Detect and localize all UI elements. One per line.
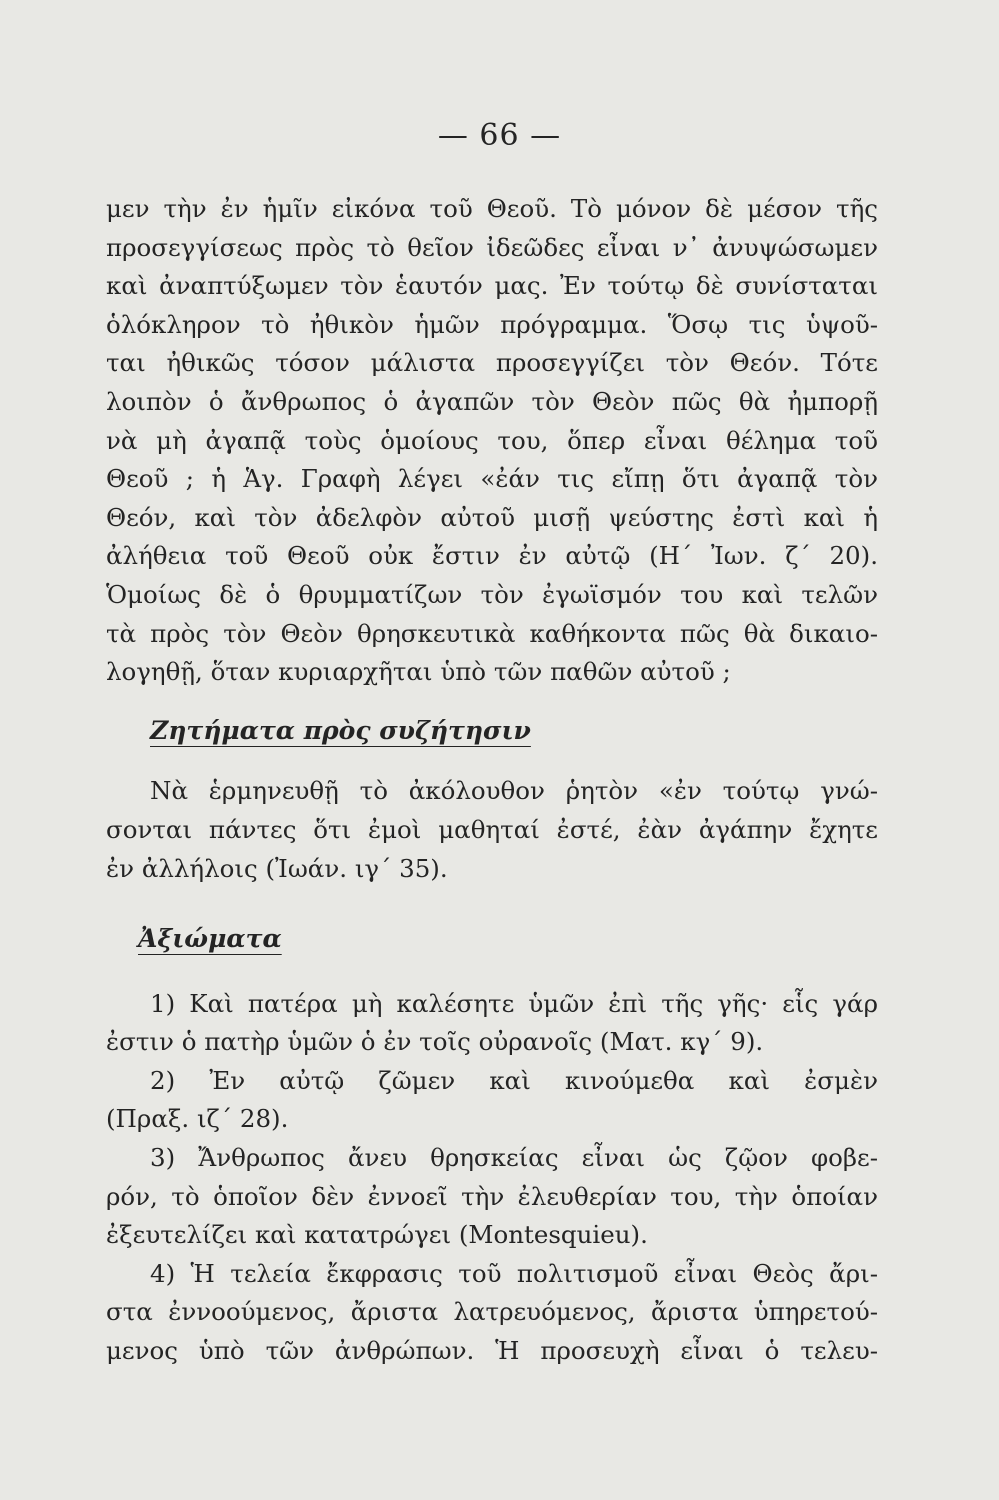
axiom-item xyxy=(106,1139,878,1255)
text-line: σονται πάντες ὅτι ἐμοὶ μαθηταί ἐστέ, ἐὰν ἀγάπην ἔχητε xyxy=(106,814,878,844)
page-body xyxy=(106,190,878,1371)
text-line: καὶ ἀναπτύξωμεν τὸν ἑαυτόν μας. Ἐν τούτῳ δὲ συνίσταται xyxy=(106,271,878,301)
section-heading-discussion: Ζητήματα πρὸς συζήτησιν xyxy=(150,715,531,745)
page-number: — 66 — xyxy=(437,118,562,153)
text-line: 4) Ἡ τελεία ἔκφρασις τοῦ πολιτισμοῦ εἶναι Θεὸς ἄρι- xyxy=(150,1258,878,1288)
text-line: 3) Ἄνθρωπος ἄνευ θρησκείας εἶναι ὡς ζῷον φοβε- xyxy=(150,1143,878,1173)
text-line: ἐξευτελίζει καὶ κατατρώγει (Montesquieu). xyxy=(106,1220,648,1250)
text-line: ἀλήθεια τοῦ Θεοῦ οὐκ ἔστιν ἐν αὐτῷ (Η΄ Ἰων. ζ΄ 20). xyxy=(106,541,878,571)
text-line: Ὁμοίως δὲ ὁ θρυμματίζων τὸν ἐγωϊσμόν του καὶ τελῶν xyxy=(106,579,878,609)
paragraph-main xyxy=(106,190,878,692)
text-line: μενος ὑπὸ τῶν ἀνθρώπων. Ἡ προσευχὴ εἶναι ὁ τελευ- xyxy=(106,1336,878,1366)
text-line: νὰ μὴ ἀγαπᾷ τοὺς ὁμοίους του, ὅπερ εἶναι θέλημα τοῦ xyxy=(106,425,878,455)
text-line: λογηθῇ, ὅταν κυριαρχῆται ὑπὸ τῶν παθῶν αὐτοῦ ; xyxy=(106,657,731,687)
text-line: λοιπὸν ὁ ἄνθρωπος ὁ ἀγαπῶν τὸν Θεὸν πῶς θὰ ἠμπορῇ xyxy=(106,386,878,416)
text-line: ται ἠθικῶς τόσον μάλιστα προσεγγίζει τὸν Θεόν. Τότε xyxy=(106,348,878,378)
text-line: ἐν ἀλλήλοις (Ἰωάν. ιγ΄ 35). xyxy=(106,853,448,883)
section-heading-axioms: Ἀξιώματα xyxy=(138,924,282,954)
text-line: 1) Καὶ πατέρα μὴ καλέσητε ὑμῶν ἐπὶ τῆς γῆς· εἷς γάρ xyxy=(150,988,878,1018)
text-line: (Πραξ. ιζ΄ 28). xyxy=(106,1104,289,1134)
text-line: στα ἐννοούμενος, ἄριστα λατρευόμενος, ἄριστα ὑπηρετού- xyxy=(106,1297,878,1327)
text-line: ρόν, τὸ ὁποῖον δὲν ἐννοεῖ τὴν ἐλευθερίαν του, τὴν ὁποίαν xyxy=(106,1181,878,1211)
text-line: ὁλόκληρον τὸ ἠθικὸν ἡμῶν πρόγραμμα. Ὅσῳ τις ὑψοῦ- xyxy=(106,309,878,339)
axiom-item xyxy=(106,985,878,1062)
text-line: μεν τὴν ἐν ἡμῖν εἰκόνα τοῦ Θεοῦ. Τὸ μόνον δὲ μέσον τῆς xyxy=(106,194,878,223)
text-line: Νὰ ἑρμηνευθῇ τὸ ἀκόλουθον ῥητὸν «ἐν τούτῳ γνώ- xyxy=(150,776,878,806)
axiom-item xyxy=(106,1255,878,1371)
text-line: Θεόν, καὶ τὸν ἀδελφὸν αὐτοῦ μισῇ ψεύστης ἐστὶ καὶ ἡ xyxy=(106,502,878,532)
discussion-paragraph xyxy=(106,772,878,888)
text-line: προσεγγίσεως πρὸς τὸ θεῖον ἰδεῶδες εἶναι ν᾽ ἀνυψώσωμεν xyxy=(106,232,878,262)
text-line: Θεοῦ ; ἡ Ἁγ. Γραφὴ λέγει «ἐάν τις εἴπῃ ὅτι ἀγαπᾷ τὸν xyxy=(106,464,878,494)
text-line: τὰ πρὸς τὸν Θεὸν θρησκευτικὰ καθήκοντα πῶς θὰ δικαιο- xyxy=(106,618,878,648)
axiom-item xyxy=(106,1062,878,1139)
text-line: ἐστιν ὁ πατὴρ ὑμῶν ὁ ἐν τοῖς οὐρανοῖς (Ματ. κγ΄ 9). xyxy=(106,1027,764,1057)
text-line: 2) Ἐν αὐτῷ ζῶμεν καὶ κινούμεθα καὶ ἐσμὲν xyxy=(150,1065,878,1095)
axiom-list xyxy=(106,985,878,1371)
